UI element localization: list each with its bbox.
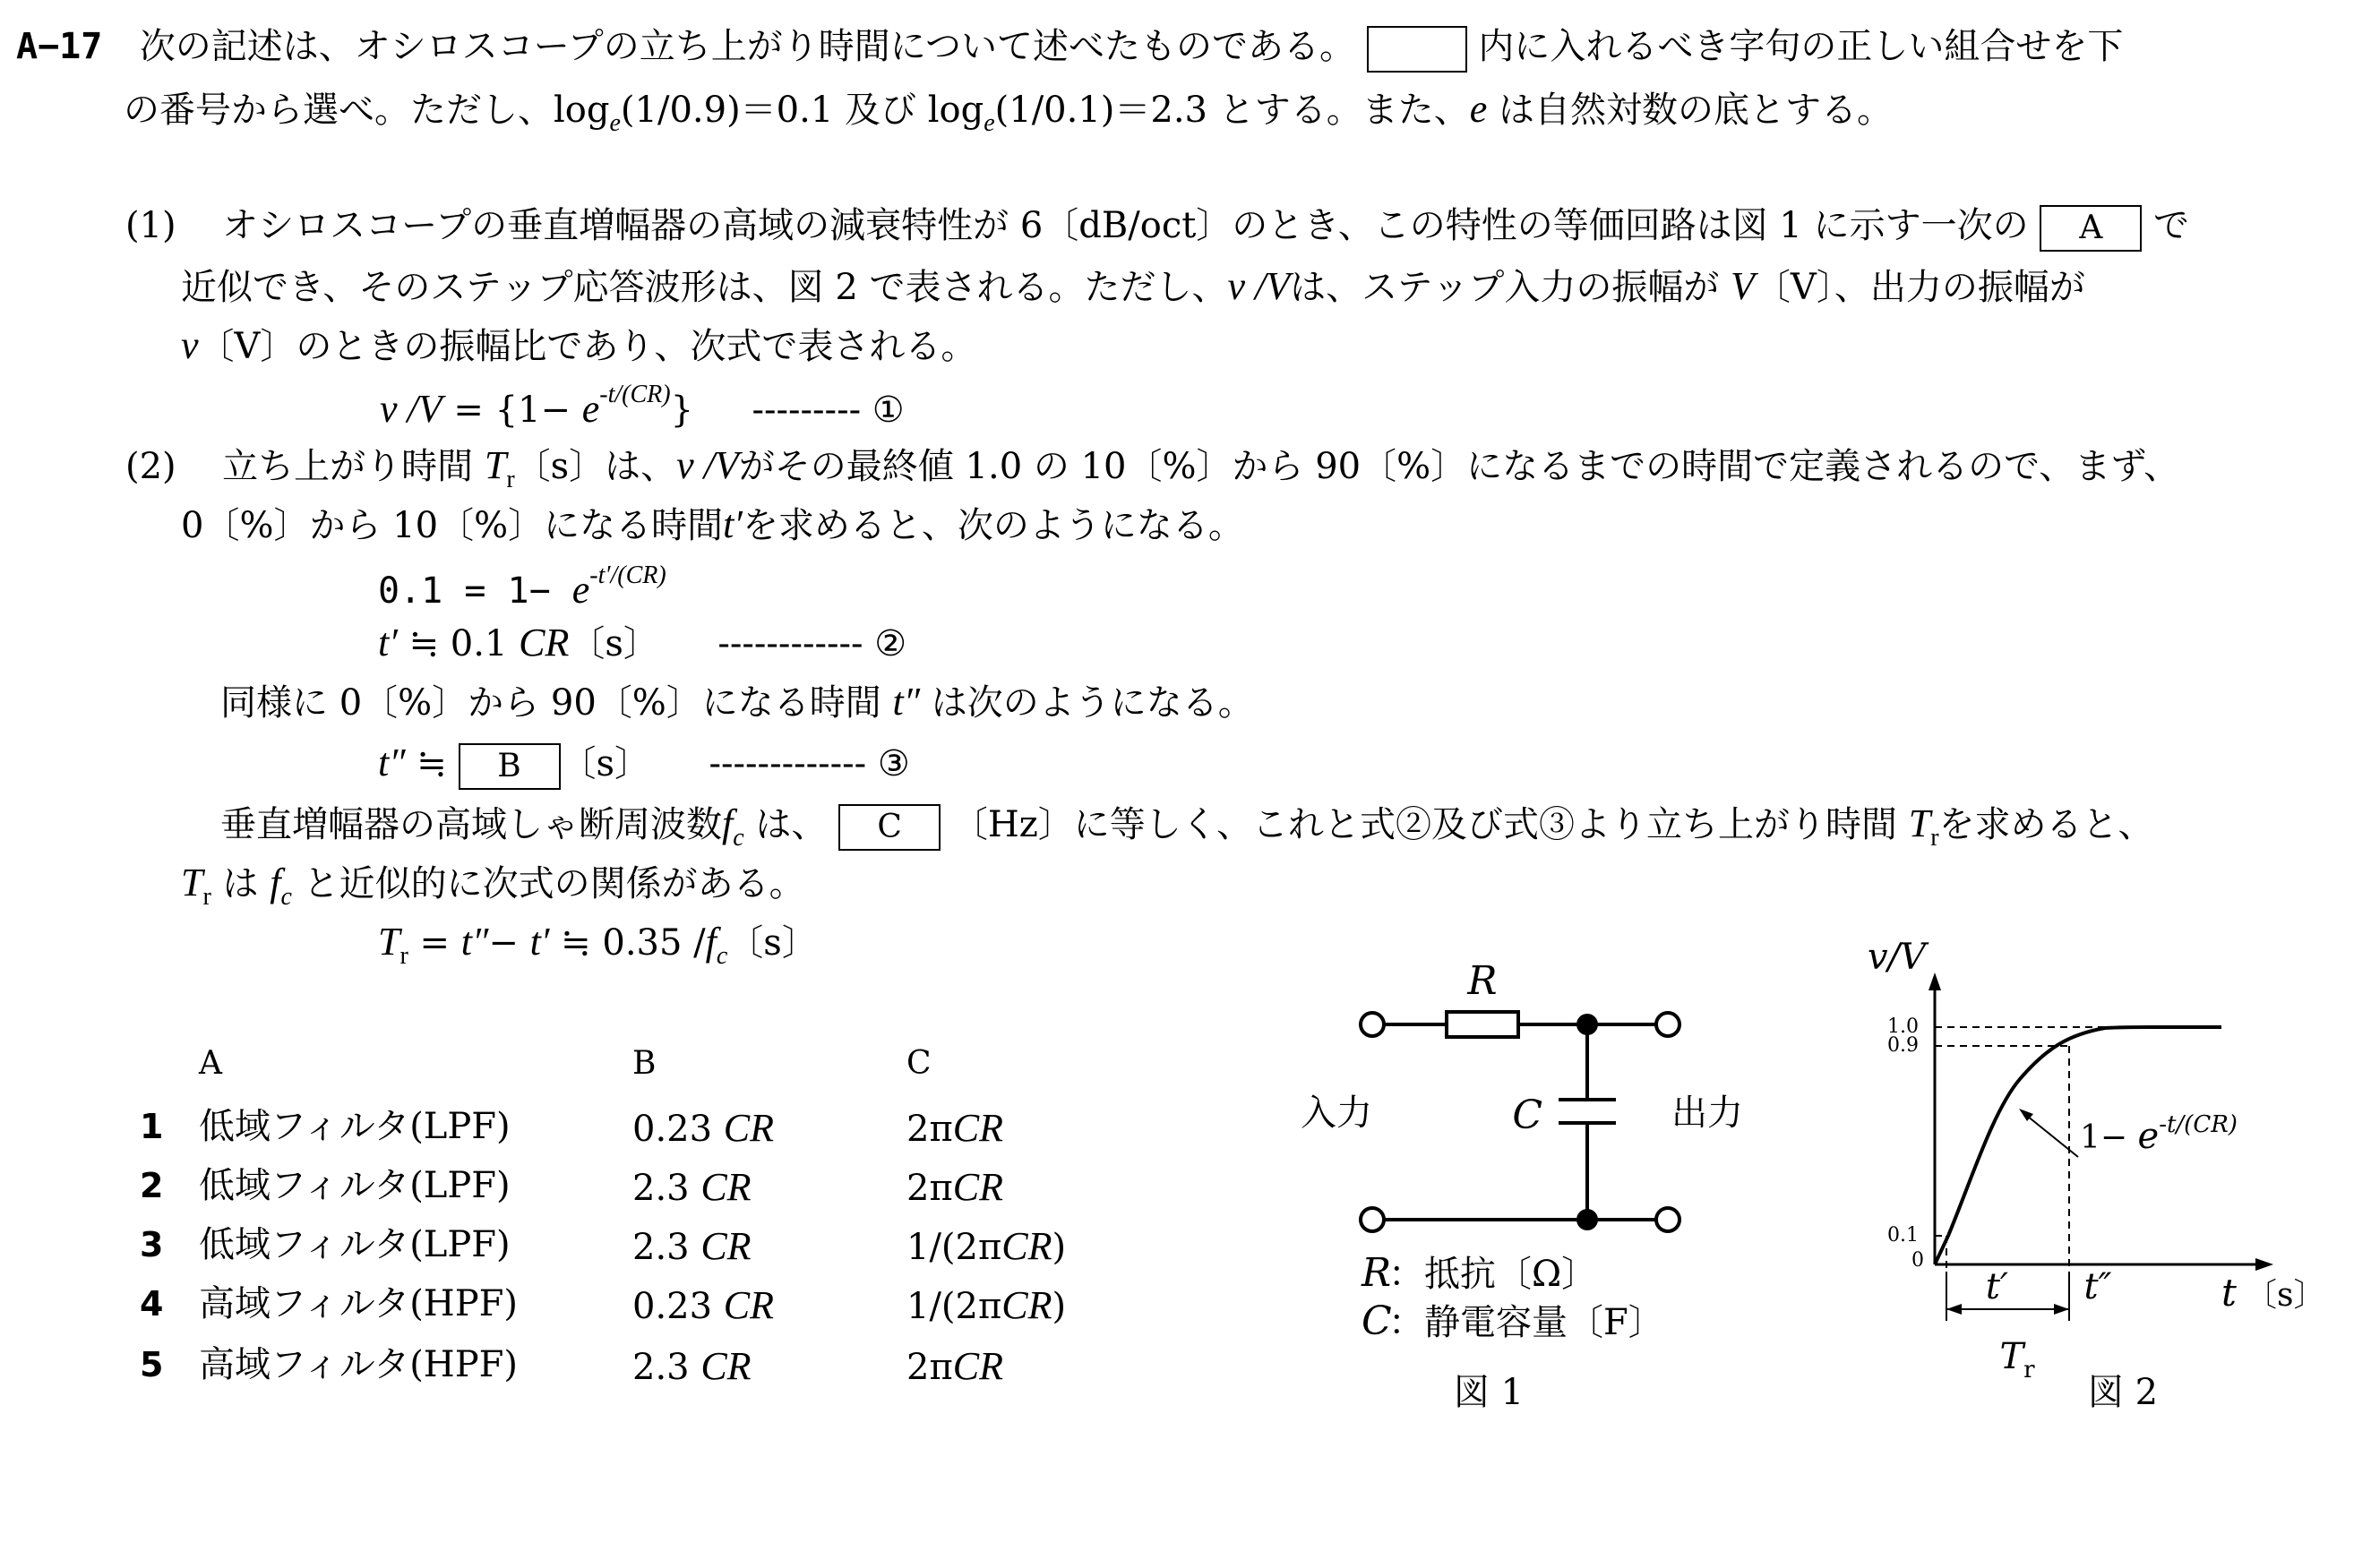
part2-text5a: は xyxy=(222,863,259,904)
option-number: 1 xyxy=(140,1107,164,1146)
eq4-T: T xyxy=(378,920,400,964)
header-a: A xyxy=(199,1045,222,1082)
eq1-mid: = {1− xyxy=(442,390,582,431)
legend-C-var: C xyxy=(1362,1298,1392,1344)
junction-dot-top xyxy=(1576,1014,1598,1035)
tick-0-9: 0.9 xyxy=(1887,1034,1919,1057)
option-2-c-var: CR xyxy=(952,1165,1003,1209)
question-number: A−17 xyxy=(16,26,103,67)
legend-R: ：抵抗〔Ω〕 xyxy=(1388,1254,1598,1295)
eq4-r: r xyxy=(399,942,408,970)
option-5-c-pre: 2π xyxy=(906,1347,953,1388)
tick-0-1: 0.1 xyxy=(1887,1224,1919,1247)
option-4-a: 高域フィルタ(HPF) xyxy=(199,1283,518,1324)
part2-text1c: がその最終値 1.0 の 10〔%〕から 90〔%〕になるまでの時間で定義されるので、まず、 xyxy=(738,446,2180,487)
resistor-symbol xyxy=(1447,1012,1518,1037)
option-number: 3 xyxy=(140,1225,164,1264)
part2-text2a: 0〔%〕から 10〔%〕になる時間 xyxy=(181,505,724,546)
output-terminal-bottom xyxy=(1656,1208,1679,1231)
eq2a-exp: -t′/(CR) xyxy=(589,561,666,589)
part2-text4e: を求めると、 xyxy=(1938,804,2154,845)
part1-V: V xyxy=(1731,264,1755,308)
eq4-unit: 〔s〕 xyxy=(727,922,818,964)
part2-f: f xyxy=(722,801,734,845)
equation-2b xyxy=(378,620,906,667)
option-3-b-var: CR xyxy=(700,1224,752,1268)
part2-text4b: は、 xyxy=(755,804,828,845)
option-1-c xyxy=(906,1105,1003,1152)
option-4-c-pre: 1/(2π xyxy=(906,1286,1002,1327)
eq3-unit: 〔s〕 xyxy=(560,743,651,784)
option-2-b-var: CR xyxy=(700,1165,752,1209)
answer-box-c: C xyxy=(838,804,941,851)
option-4-b xyxy=(632,1282,774,1330)
option-5-c xyxy=(906,1343,1003,1391)
option-2-b-num: 2.3 xyxy=(632,1168,701,1209)
part1-text3: 〔V〕のときの振幅比であり、次式で表される。 xyxy=(198,326,977,367)
option-1-c-pre: 2π xyxy=(906,1109,953,1150)
option-row-2[interactable] xyxy=(140,1164,163,1207)
part2-text3: 同様に 0〔%〕から 90〔%〕になる時間 xyxy=(220,682,881,724)
option-number: 4 xyxy=(140,1284,164,1324)
part1-line3 xyxy=(181,322,976,370)
junction-dot-bottom xyxy=(1576,1209,1598,1230)
input-terminal-bottom xyxy=(1361,1208,1384,1231)
equation-1 xyxy=(380,380,905,433)
input-label: 入力 xyxy=(1301,1092,1372,1134)
option-number: 5 xyxy=(140,1345,164,1384)
intro-text-a: 次の記述は、オシロスコープの立ち上がり時間について述べたものである。 xyxy=(139,26,1355,67)
eq2b-tag: ------------ ② xyxy=(717,623,907,664)
y-axis-label: v/V xyxy=(1868,940,1926,978)
figure-1-circuit xyxy=(1290,949,1791,1433)
part2-label: (2) xyxy=(125,446,176,487)
part2-line2 xyxy=(181,501,1244,549)
part2-r: r xyxy=(506,466,515,493)
option-row-4[interactable] xyxy=(140,1282,163,1325)
curve-label-prefix: 1− xyxy=(2080,1119,2138,1156)
option-3-c-pre: 1/(2π xyxy=(906,1227,1002,1268)
legend-R-var: R xyxy=(1362,1250,1392,1296)
header-b: B xyxy=(632,1045,657,1082)
option-1-b xyxy=(632,1105,774,1152)
tick-0: 0 xyxy=(1911,1249,1924,1272)
option-2-a: 低域フィルタ(LPF) xyxy=(199,1165,511,1206)
option-1-a: 低域フィルタ(LPF) xyxy=(199,1106,511,1147)
part2-line3 xyxy=(220,679,1254,726)
part2-T3: T xyxy=(181,861,203,904)
intro-2b: (1/0.9)＝0.1 及び log xyxy=(620,90,984,131)
step-response-curve xyxy=(1935,1027,2221,1264)
part1-label: (1) xyxy=(125,205,176,246)
part2-text1a: 立ち上がり時間 xyxy=(222,446,474,487)
eq3-tag: ------------- ③ xyxy=(709,743,910,784)
intro-2d: は自然対数の底とする。 xyxy=(1498,90,1893,131)
part2-T2: T xyxy=(1908,801,1931,845)
curve-label xyxy=(2080,1111,2238,1157)
label-R: R xyxy=(1467,958,1498,1004)
eq1-exp: -t/(CR) xyxy=(599,381,671,408)
part2-tprime: t′ xyxy=(723,502,743,546)
eq4-approx: ≒ 0.35 / xyxy=(549,922,706,964)
output-label: 出力 xyxy=(1671,1092,1743,1134)
option-2-c-pre: 2π xyxy=(906,1168,953,1209)
part2-text4d: 〔Hz〕に等しく、これと式②及び式③より立ち上がり時間 xyxy=(951,804,1897,845)
question-header xyxy=(16,25,2123,73)
eq2b-mid: ≒ 0.1 xyxy=(397,623,520,664)
part2-line5 xyxy=(181,860,805,913)
eq1-close: } xyxy=(670,390,694,431)
eq2a-lhs: 0.1 = 1− xyxy=(378,570,572,612)
part2-T: T xyxy=(484,443,507,487)
option-row-1[interactable] xyxy=(140,1105,163,1148)
part1-text2b: は、ステップ入力の振幅が xyxy=(1290,267,1720,308)
intro-2c: (1/0.1)＝2.3 とする。また、 xyxy=(994,90,1470,131)
option-1-c-var: CR xyxy=(952,1106,1003,1150)
eq3-t: t″ xyxy=(378,741,406,784)
eq4-t2: t″ xyxy=(460,920,489,964)
option-4-c-var: CR xyxy=(1001,1283,1052,1327)
intro-e: e xyxy=(1469,87,1488,131)
part1-vV: v /V xyxy=(1227,264,1291,308)
eq1-tag: --------- ① xyxy=(752,390,905,431)
option-3-b-num: 2.3 xyxy=(632,1227,701,1268)
part2-line4 xyxy=(220,801,2154,853)
part2-line1 xyxy=(125,442,2179,495)
blank-box xyxy=(1367,26,1467,73)
part2-text4a: 垂直増幅器の高域しゃ断周波数 xyxy=(220,804,722,845)
option-5-b-var: CR xyxy=(700,1344,752,1388)
part1-line2 xyxy=(181,263,2085,311)
curve-label-e: e xyxy=(2137,1116,2160,1157)
option-4-b-var: CR xyxy=(723,1283,775,1327)
eq2b-t: t′ xyxy=(378,621,398,664)
label-C: C xyxy=(1512,1092,1542,1138)
option-row-5[interactable] xyxy=(140,1343,163,1386)
part2-text5b: と近似的に次式の関係がある。 xyxy=(303,863,805,904)
option-number: 2 xyxy=(140,1166,164,1205)
equation-4 xyxy=(378,919,818,972)
answer-box-a: A xyxy=(2040,205,2142,252)
eq2b-CR: CR xyxy=(519,621,570,664)
option-5-b-num: 2.3 xyxy=(632,1347,701,1388)
part2-tdouble: t″ xyxy=(892,680,921,724)
equation-2a xyxy=(378,561,666,614)
equation-3 xyxy=(378,740,910,790)
t-double-prime-label: t″ xyxy=(2083,1266,2112,1307)
part2-r3: r xyxy=(202,883,211,911)
option-3-c-var: CR xyxy=(1001,1224,1052,1268)
intro-text-b: 内に入れるべき字句の正しい組合せを下 xyxy=(1478,26,2124,67)
part2-vV: v /V xyxy=(676,443,739,487)
tr-label-sub: r xyxy=(2023,1357,2035,1384)
x-axis-label-t: t xyxy=(2221,1271,2237,1315)
part2-f2: f xyxy=(270,861,281,904)
figure-1-caption: 図 1 xyxy=(1453,1372,1525,1413)
option-2-b xyxy=(632,1164,752,1212)
tr-label xyxy=(1999,1336,2035,1384)
eq4-c: c xyxy=(716,942,728,970)
option-1-b-var: CR xyxy=(723,1106,775,1150)
part2-c: c xyxy=(733,824,744,852)
part2-text2b: を求めると、次のようになる。 xyxy=(742,505,1244,546)
option-3-a: 低域フィルタ(LPF) xyxy=(199,1224,511,1265)
header-c: C xyxy=(906,1045,932,1082)
option-4-c-post: ) xyxy=(1052,1286,1067,1327)
eq4-minus: − xyxy=(488,922,530,964)
tr-label-T: T xyxy=(1999,1336,2024,1377)
part1-text1b: で xyxy=(2153,205,2190,246)
part2-text3b: は次のようになる。 xyxy=(931,682,1254,724)
output-terminal-top xyxy=(1656,1013,1679,1036)
option-4-b-num: 0.23 xyxy=(632,1286,724,1327)
eq4-t1: t′ xyxy=(529,920,550,964)
option-5-a: 高域フィルタ(HPF) xyxy=(199,1344,518,1385)
input-terminal-top xyxy=(1361,1013,1384,1036)
option-5-c-var: CR xyxy=(952,1344,1003,1388)
option-3-c-post: ) xyxy=(1052,1227,1067,1268)
part2-c2: c xyxy=(280,883,292,911)
part1-text2c: 〔V〕、出力の振幅が xyxy=(1754,267,2085,308)
eq1-lhs: v /V xyxy=(380,387,442,431)
intro-line-2 xyxy=(124,86,1893,139)
part1-line1 xyxy=(125,204,2189,252)
eq2b-unit: 〔s〕 xyxy=(569,623,659,664)
figure-2-caption: 図 2 xyxy=(2087,1372,2159,1413)
figure-2-step-response xyxy=(1818,940,2356,1442)
intro-sub-e2: e xyxy=(984,109,995,137)
intro-2a: の番号から選べ。ただし、log xyxy=(124,90,610,131)
part2-text1b: 〔s〕は、 xyxy=(514,446,677,487)
option-5-b xyxy=(632,1343,752,1391)
option-1-b-num: 0.23 xyxy=(632,1109,724,1150)
option-4-c xyxy=(906,1282,1066,1330)
intro-sub-e1: e xyxy=(609,109,621,137)
answer-box-b: B xyxy=(459,743,561,790)
eq2a-e: e xyxy=(571,568,590,612)
part1-text2a: 近似でき、そのステップ応答波形は、図 2 で表される。ただし、 xyxy=(181,267,1228,308)
eq4-mid: = xyxy=(408,922,461,964)
part1-v: v xyxy=(181,323,199,367)
eq4-f: f xyxy=(705,920,717,964)
option-row-3[interactable] xyxy=(140,1223,163,1266)
part2-r2: r xyxy=(1930,824,1939,852)
part1-text1: オシロスコープの垂直増幅器の高域の減衰特性が 6〔dB/oct〕のとき、この特性の等価回路は図 1 に示す一次の xyxy=(222,205,2029,246)
option-3-c xyxy=(906,1223,1066,1271)
t-prime-label: t′ xyxy=(1985,1266,2008,1307)
x-axis-label-unit: 〔s〕 xyxy=(2245,1277,2326,1314)
option-2-c xyxy=(906,1164,1003,1212)
option-3-b xyxy=(632,1223,752,1271)
legend-C: ：静電容量〔F〕 xyxy=(1388,1302,1664,1343)
curve-label-exp: -t/(CR) xyxy=(2159,1111,2238,1138)
eq1-e: e xyxy=(581,387,600,431)
eq3-mid: ≒ xyxy=(405,743,459,784)
tick-1-0: 1.0 xyxy=(1887,1015,1919,1038)
